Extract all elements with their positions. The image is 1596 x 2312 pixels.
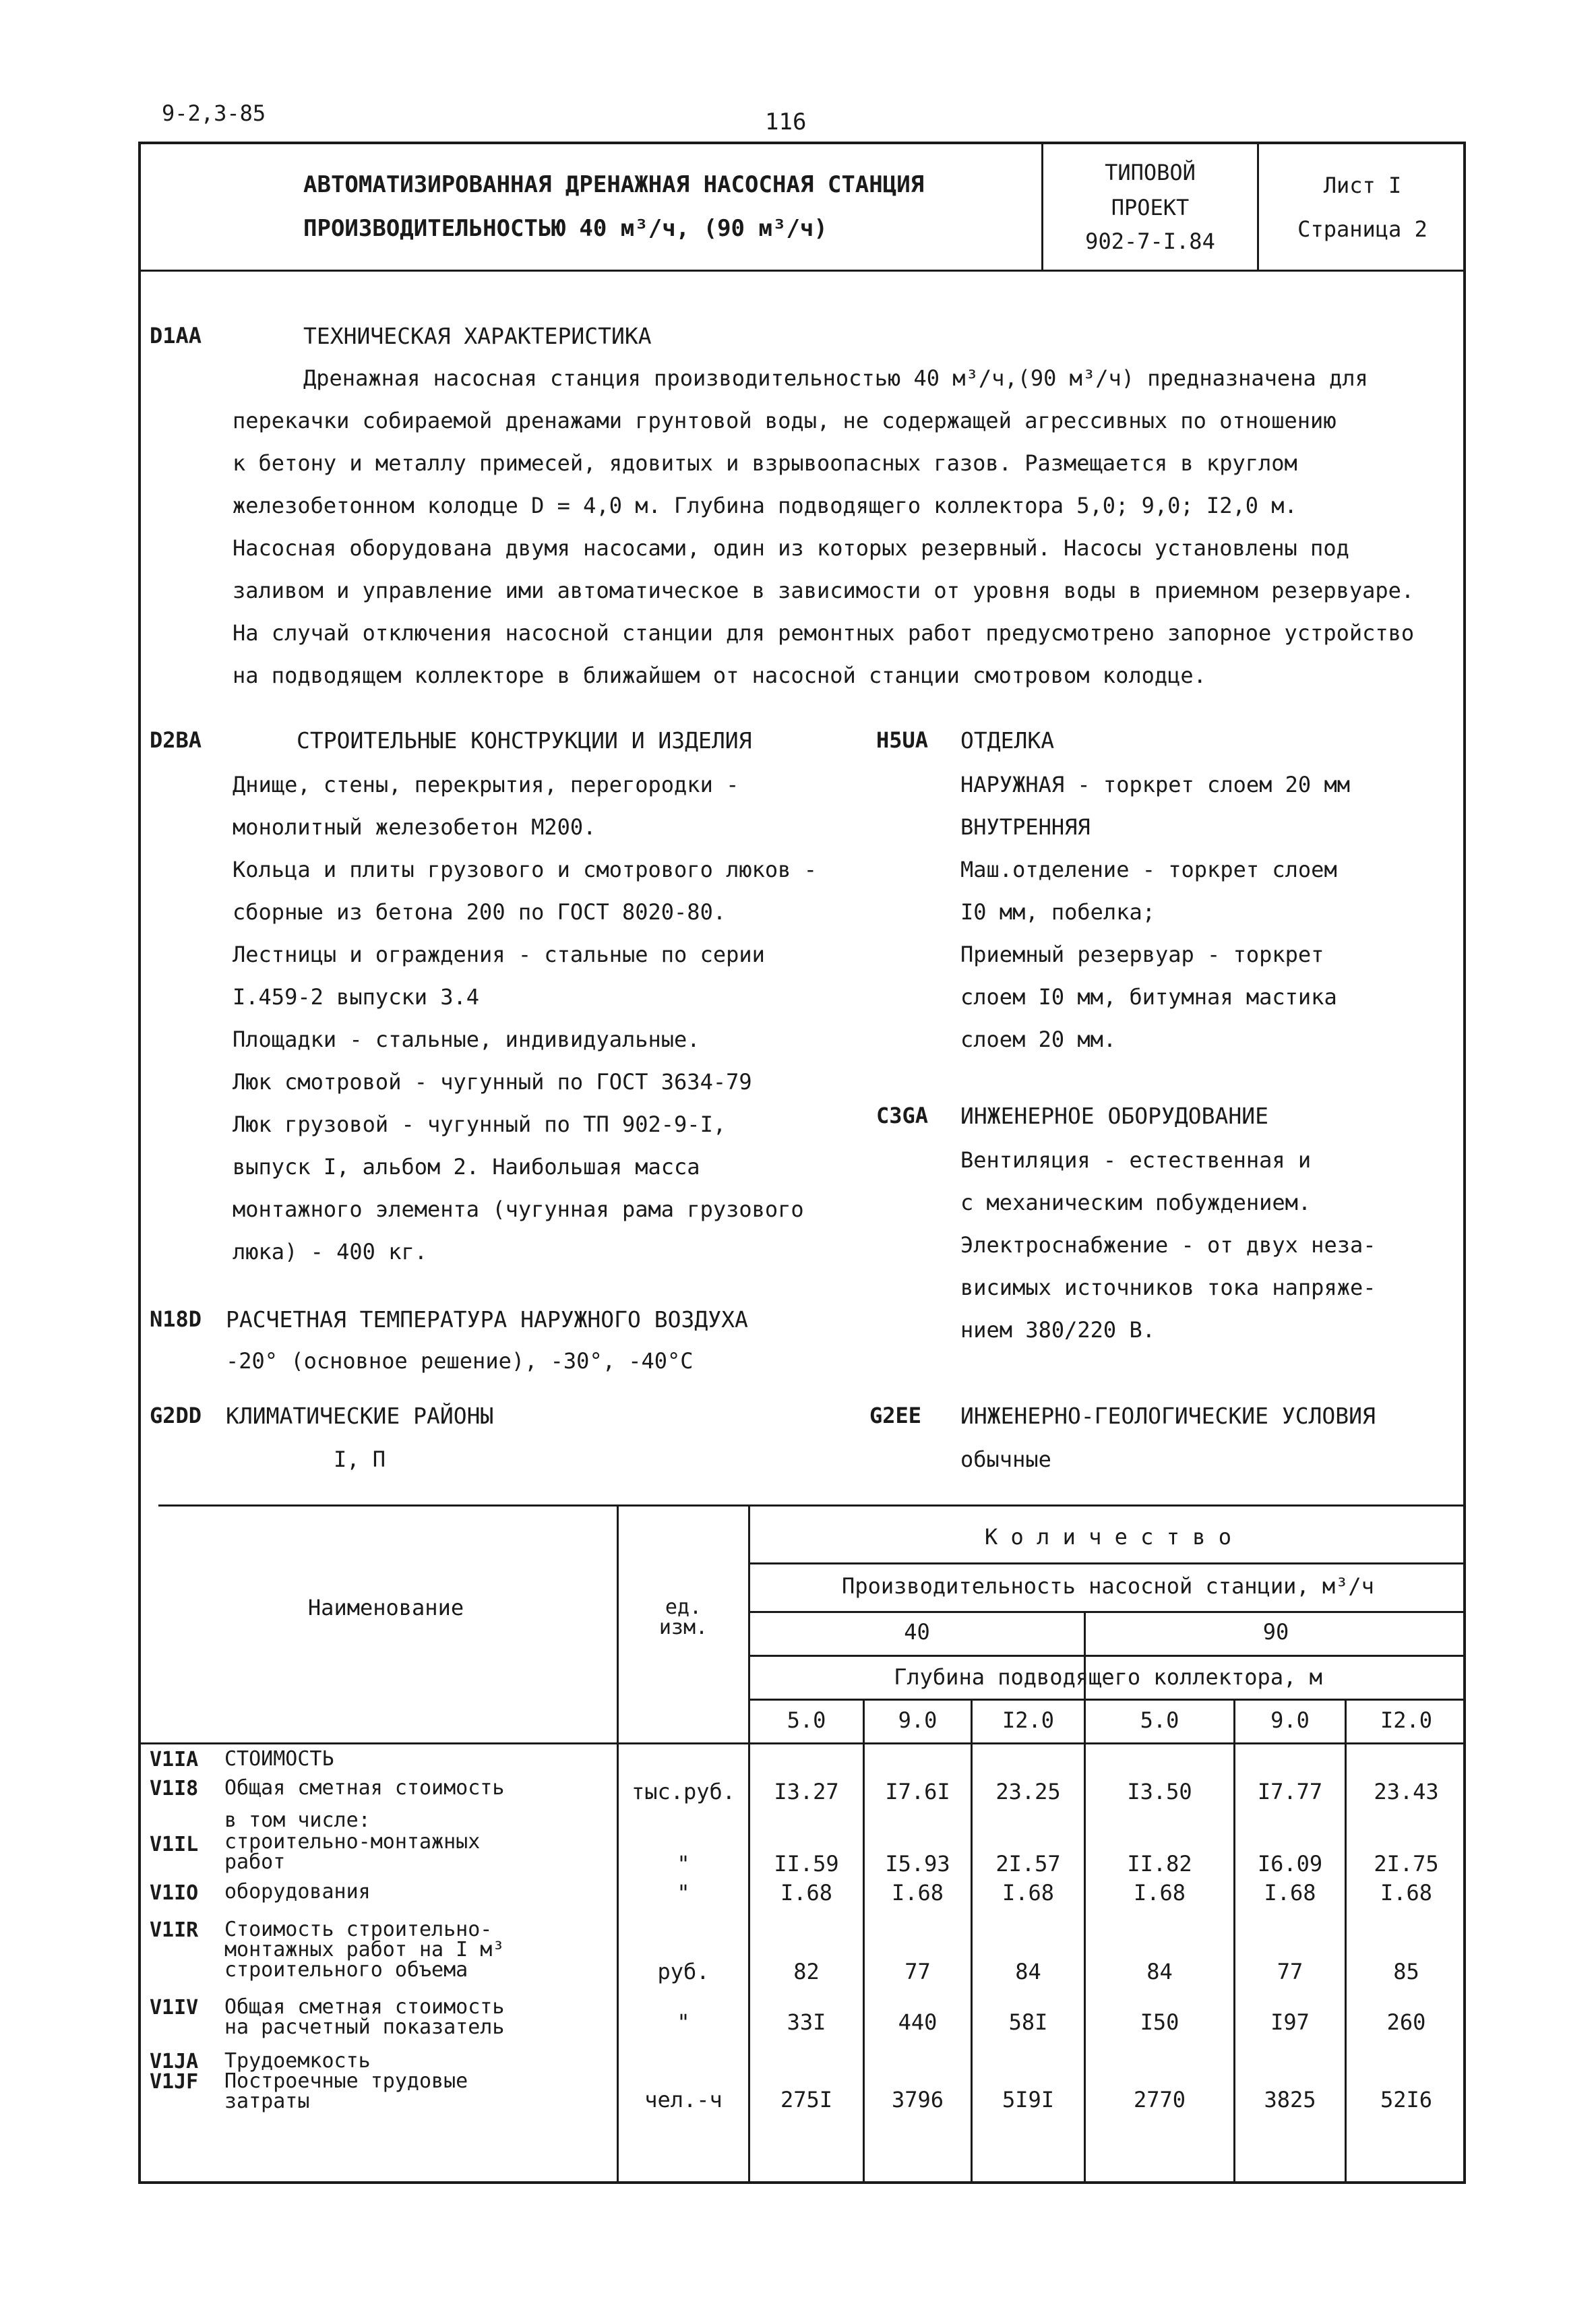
- row-val-6-0: 33I: [787, 2009, 826, 2035]
- tech-line-5: заливом и управление ими автоматическое в зависимости от уровня воды в приемном резервуаре.: [233, 578, 1415, 603]
- row-code-4: V1IO: [150, 1881, 199, 1905]
- table-header-capacity: Производительность насосной станции, м³/ч: [842, 1573, 1374, 1599]
- row-val-5-3: 84: [1146, 1959, 1173, 1984]
- temp-value: -20° (основное решение), -30°, -40°С: [226, 1348, 694, 1374]
- row-val-3-0: II.59: [774, 1851, 839, 1877]
- geo-value: обычные: [960, 1447, 1051, 1472]
- row-name-6-0: Общая сметная стоимость: [224, 1995, 505, 2019]
- row-name-2-0: в том числе:: [224, 1808, 371, 1832]
- section-title-finish: ОТДЕЛКА: [960, 727, 1055, 754]
- table-header-name: Наименование: [307, 1595, 464, 1620]
- struct-line-0: Днище, стены, перекрытия, перегородки -: [233, 772, 739, 797]
- row-val-5-1: 77: [904, 1959, 931, 1984]
- table-depth-3: 5.0: [1140, 1707, 1179, 1733]
- table-vline-values: [748, 1504, 750, 2184]
- row-code-1: V1I8: [150, 1777, 199, 1800]
- row-name-7-0: Трудоемкость: [224, 2049, 371, 2073]
- table-depth-2: I2.0: [1002, 1707, 1055, 1733]
- row-val-4-4: I.68: [1264, 1880, 1316, 1906]
- tech-line-4: Насосная оборудована двумя насосами, один из которых резервный. Насосы установлены под: [233, 535, 1349, 561]
- header-project-line1: ТИПОВОЙ: [1105, 160, 1196, 185]
- section-title-equip: ИНЖЕНЕРНОЕ ОБОРУДОВАНИЕ: [960, 1103, 1268, 1129]
- table-header-cap-90: 90: [1262, 1619, 1289, 1645]
- page-number: 116: [765, 109, 807, 135]
- struct-line-11: люка) - 400 кг.: [233, 1239, 427, 1265]
- table-depth-0: 5.0: [787, 1707, 826, 1733]
- row-name-5-1: монтажных работ на I м³: [224, 1938, 505, 1961]
- row-val-1-2: 23.25: [995, 1779, 1061, 1804]
- table-line-depth: [748, 1699, 1466, 1701]
- finish-line-2: Маш.отделение - торкрет слоем: [960, 857, 1337, 882]
- row-val-6-2: 58I: [1008, 2009, 1048, 2035]
- row-val-4-1: I.68: [891, 1880, 944, 1906]
- struct-line-9: выпуск I, альбом 2. Наибольшая масса: [233, 1154, 700, 1180]
- equip-line-3: висимых источников тока напряже-: [960, 1275, 1376, 1300]
- header-divider-2: [1257, 142, 1259, 271]
- row-val-4-3: I.68: [1133, 1880, 1186, 1906]
- equip-line-1: с механическим побуждением.: [960, 1190, 1312, 1215]
- table-header-depth: Глубина подводящего коллектора, м: [894, 1664, 1322, 1690]
- tech-line-7: на подводящем коллекторе в ближайшем от насосной станции смотровом колодце.: [233, 663, 1206, 688]
- row-val-3-5: 2I.75: [1374, 1851, 1439, 1877]
- finish-line-1: ВНУТРЕННЯЯ: [960, 814, 1091, 840]
- header-project-number: 902-7-I.84: [1085, 229, 1215, 254]
- row-val-1-3: I3.50: [1127, 1779, 1192, 1804]
- table-depth-5: I2.0: [1380, 1707, 1433, 1733]
- row-unit-8: чел.-ч: [644, 2087, 723, 2112]
- finish-line-4: Приемный резервуар - торкрет: [960, 942, 1324, 967]
- row-name-5-0: Стоимость строительно-: [224, 1918, 493, 1941]
- row-name-3-0: строительно-монтажных: [224, 1830, 481, 1854]
- table-header-bottom: [138, 1742, 1466, 1744]
- equip-line-0: Вентиляция - естественная и: [960, 1147, 1312, 1173]
- struct-line-6: Площадки - стальные, индивидуальные.: [233, 1027, 700, 1052]
- row-code-0: V1IA: [150, 1748, 199, 1771]
- equip-line-2: Электроснабжение - от двух неза-: [960, 1232, 1376, 1258]
- climate-value: I, П: [334, 1447, 386, 1472]
- row-unit-1: тыс.руб.: [631, 1779, 736, 1804]
- section-code-geo: G2EE: [869, 1403, 922, 1428]
- table-header-quantity: К о л и ч е с т в о: [984, 1524, 1232, 1550]
- tech-line-3: железобетонном колодце D = 4,0 м. Глубина подводящего коллектора 5,0; 9,0; I2,0 м.: [233, 493, 1297, 518]
- row-val-6-3: I50: [1140, 2009, 1179, 2035]
- row-val-1-1: I7.6I: [885, 1779, 950, 1804]
- section-title-struct: СТРОИТЕЛЬНЫЕ КОНСТРУКЦИИ И ИЗДЕЛИЯ: [297, 727, 752, 754]
- row-val-3-3: II.82: [1127, 1851, 1192, 1877]
- table-header-cap-40: 40: [904, 1619, 930, 1645]
- header-page-label: Страница 2: [1297, 216, 1428, 242]
- finish-line-5: слоем I0 мм, битумная мастика: [960, 984, 1337, 1010]
- section-title-tech: ТЕХНИЧЕСКАЯ ХАРАКТЕРИСТИКА: [303, 323, 652, 349]
- header-bottom-line: [138, 270, 1466, 272]
- row-val-4-2: I.68: [1002, 1880, 1055, 1906]
- row-val-6-1: 440: [898, 2009, 938, 2035]
- row-val-8-1: 3796: [891, 2087, 944, 2112]
- section-code-equip: C3GA: [876, 1103, 929, 1128]
- table-top-line: [158, 1504, 1466, 1507]
- tech-line-0: Дренажная насосная станция производительностью 40 м³/ч,(90 м³/ч) предназначена для: [303, 365, 1368, 391]
- row-val-5-5: 85: [1393, 1959, 1419, 1984]
- section-title-temp: РАСЧЕТНАЯ ТЕМПЕРАТУРА НАРУЖНОГО ВОЗДУХА: [226, 1306, 748, 1333]
- header-title-line2: ПРОИЗВОДИТЕЛЬНОСТЬЮ 40 м³/ч, (90 м³/ч): [303, 215, 828, 242]
- equip-line-4: нием 380/220 В.: [960, 1317, 1155, 1343]
- section-title-climate: КЛИМАТИЧЕСКИЕ РАЙОНЫ: [226, 1403, 494, 1429]
- row-code-7: V1JA: [150, 2050, 199, 2073]
- finish-line-0: НАРУЖНАЯ - торкрет слоем 20 мм: [960, 772, 1350, 797]
- table-header-unit-1: ед.: [665, 1595, 702, 1619]
- section-code-temp: N18D: [150, 1306, 202, 1332]
- row-val-3-4: I6.09: [1257, 1851, 1323, 1877]
- row-name-8-0: Построечные трудовые: [224, 2069, 468, 2093]
- row-val-3-1: I5.93: [885, 1851, 950, 1877]
- tech-line-6: На случай отключения насосной станции для ремонтных работ предусмотрено запорное устройство: [233, 620, 1415, 646]
- row-code-5: V1IR: [150, 1918, 199, 1942]
- section-code-tech: D1AA: [150, 323, 202, 348]
- finish-line-6: слоем 20 мм.: [960, 1027, 1117, 1052]
- row-code-8: V1JF: [150, 2070, 199, 2094]
- table-line-capacity: [748, 1611, 1466, 1613]
- row-val-1-4: I7.77: [1257, 1779, 1323, 1804]
- row-val-4-0: I.68: [780, 1880, 833, 1906]
- row-name-5-2: строительного объема: [224, 1958, 468, 1982]
- row-name-3-1: работ: [224, 1850, 286, 1874]
- struct-line-5: I.459-2 выпуски 3.4: [233, 984, 480, 1010]
- row-unit-6: ": [677, 2009, 690, 2035]
- tech-line-1: перекачки собираемой дренажами грунтовой воды, не содержащей агрессивных по отношению: [233, 408, 1337, 433]
- section-code-struct: D2BA: [150, 727, 202, 753]
- table-line-capvals: [748, 1655, 1466, 1657]
- row-name-6-1: на расчетный показатель: [224, 2015, 505, 2039]
- row-val-8-2: 5I9I: [1002, 2087, 1055, 2112]
- table-line-quantity: [748, 1562, 1466, 1564]
- finish-line-3: I0 мм, побелка;: [960, 899, 1155, 925]
- table-depth-4: 9.0: [1270, 1707, 1310, 1733]
- row-name-1-0: Общая сметная стоимость: [224, 1776, 505, 1800]
- struct-line-7: Люк смотровой - чугунный по ГОСТ 3634-79: [233, 1069, 752, 1095]
- row-val-8-0: 275I: [780, 2087, 833, 2112]
- row-val-5-4: 77: [1277, 1959, 1303, 1984]
- header-title-line1: АВТОМАТИЗИРОВАННАЯ ДРЕНАЖНАЯ НАСОСНАЯ СТАНЦИЯ: [303, 171, 925, 198]
- tech-line-2: к бетону и металлу примесей, ядовитых и взрывоопасных газов. Размещается в круглом: [233, 450, 1297, 476]
- row-name-4-0: оборудования: [224, 1880, 371, 1904]
- header-sheet: Лист I: [1323, 173, 1402, 198]
- section-code-climate: G2DD: [150, 1403, 202, 1428]
- row-val-1-5: 23.43: [1374, 1779, 1439, 1804]
- row-val-8-3: 2770: [1133, 2087, 1186, 2112]
- table-depth-1: 9.0: [898, 1707, 938, 1733]
- struct-line-2: Кольца и плиты грузового и смотрового люков -: [233, 857, 817, 882]
- row-val-5-2: 84: [1015, 1959, 1041, 1984]
- row-val-8-4: 3825: [1264, 2087, 1316, 2112]
- row-val-6-5: 260: [1386, 2009, 1426, 2035]
- struct-line-10: монтажного элемента (чугунная рама грузового: [233, 1196, 804, 1222]
- row-unit-3: ": [677, 1851, 690, 1877]
- struct-line-8: Люк грузовой - чугунный по ТП 902-9-I,: [233, 1112, 727, 1137]
- row-unit-5: руб.: [657, 1959, 710, 1984]
- row-val-1-0: I3.27: [774, 1779, 839, 1804]
- section-title-geo: ИНЖЕНЕРНО-ГЕОЛОГИЧЕСКИЕ УСЛОВИЯ: [960, 1403, 1376, 1429]
- row-val-8-5: 52I6: [1380, 2087, 1433, 2112]
- row-code-6: V1IV: [150, 1996, 199, 2019]
- row-val-3-2: 2I.57: [995, 1851, 1061, 1877]
- row-val-4-5: I.68: [1380, 1880, 1433, 1906]
- row-name-8-1: затраты: [224, 2090, 310, 2113]
- row-code-3: V1IL: [150, 1833, 199, 1856]
- section-code-finish: H5UA: [876, 727, 929, 753]
- row-unit-4: ": [677, 1880, 690, 1906]
- struct-line-1: монолитный железобетон М200.: [233, 814, 596, 840]
- table-header-unit-2: изм.: [658, 1616, 708, 1639]
- struct-line-4: Лестницы и ограждения - стальные по серии: [233, 942, 765, 967]
- row-val-5-0: 82: [793, 1959, 820, 1984]
- row-name-0-0: СТОИМОСТЬ: [224, 1747, 334, 1771]
- row-val-6-4: I97: [1270, 2009, 1310, 2035]
- header-project-line2: ПРОЕКТ: [1111, 195, 1190, 220]
- struct-line-3: сборные из бетона 200 по ГОСТ 8020-80.: [233, 899, 727, 925]
- doc-number: 9-2,3-85: [162, 100, 266, 126]
